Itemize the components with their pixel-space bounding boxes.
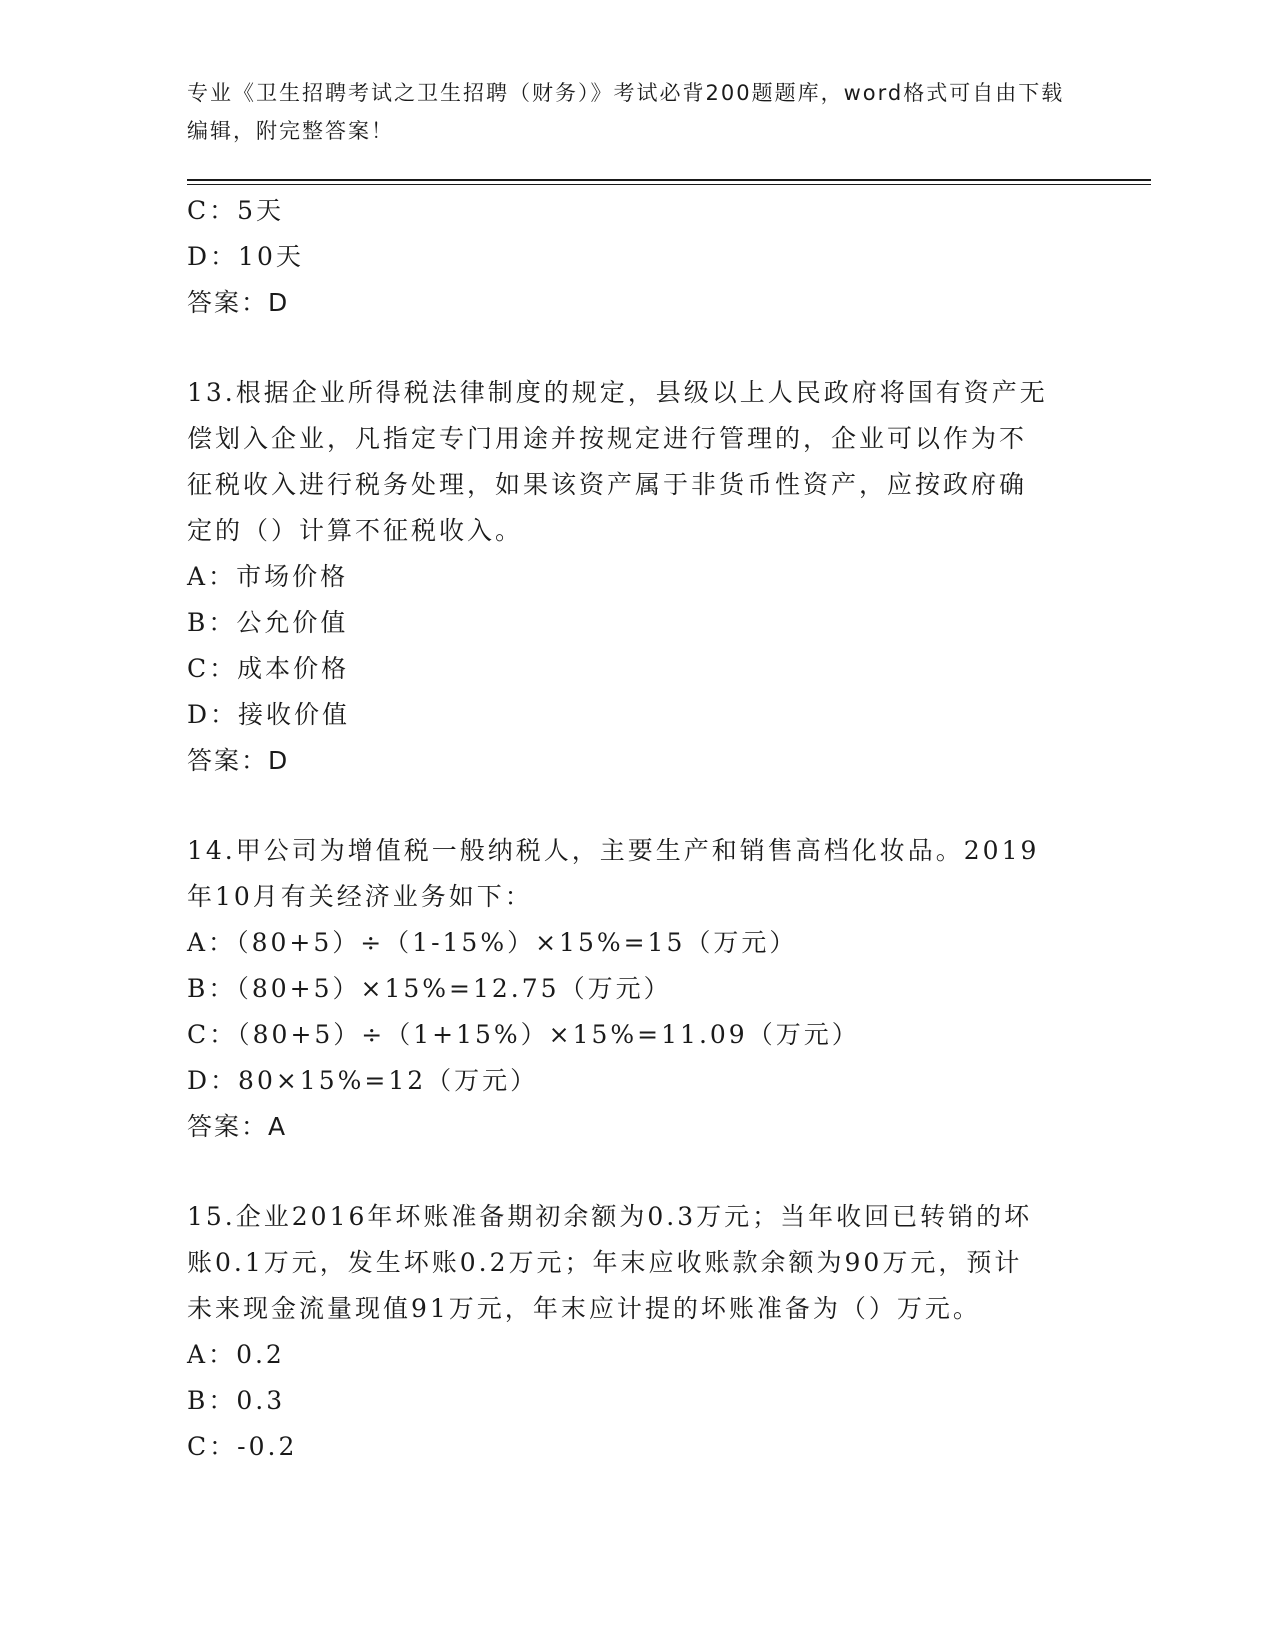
- option-c: C：5天: [187, 196, 285, 225]
- document-body: [187, 188, 1077, 1470]
- question-15: [187, 1194, 1077, 1470]
- option-c: C：成本价格: [187, 654, 350, 683]
- question-text-line: 未来现金流量现值91万元，年末应计提的坏账准备为（）万元。: [187, 1294, 981, 1323]
- question-text-line: 定的（）计算不征税收入。: [187, 516, 524, 545]
- option-b: B：0.3: [187, 1386, 286, 1415]
- header-rule-thin: [187, 184, 1151, 185]
- question-text-line: 13.根据企业所得税法律制度的规定，县级以上人民政府将国有资产无: [187, 378, 1048, 407]
- header-rule-thick: [187, 179, 1151, 181]
- option-d: D：接收价值: [187, 700, 351, 729]
- option-a: A：0.2: [187, 1340, 285, 1369]
- option-c: C：（80+5）÷（1+15%）×15%=11.09（万元）: [187, 1020, 860, 1049]
- option-d: D：80×15%=12（万元）: [187, 1066, 539, 1095]
- option-d: D：10天: [187, 242, 304, 271]
- question-text-line: 偿划入企业，凡指定专门用途并按规定进行管理的，企业可以作为不: [187, 424, 1028, 453]
- option-b: B：公允价值: [187, 608, 349, 637]
- option-c: C：-0.2: [187, 1432, 298, 1461]
- option-a: A：（80+5）÷（1-15%）×15%=15（万元）: [187, 928, 798, 957]
- question-text-line: 14.甲公司为增值税一般纳税人，主要生产和销售高档化妆品。2019: [187, 836, 1040, 865]
- question-text-line: 征税收入进行税务处理，如果该资产属于非货币性资产，应按政府确: [187, 470, 1028, 499]
- header-text: 专业《卫生招聘考试之卫生招聘（财务）》考试必背200题题库，word格式可自由下载编辑，附完整答案！: [187, 81, 1065, 143]
- question-12-continuation: [187, 188, 1077, 326]
- answer: 答案：D: [187, 288, 290, 317]
- question-text-line: 年10月有关经济业务如下：: [187, 882, 533, 911]
- question-text-line: 15.企业2016年坏账准备期初余额为0.3万元；当年收回已转销的坏: [187, 1202, 1033, 1231]
- question-text-line: 账0.1万元，发生坏账0.2万元；年末应收账款余额为90万元，预计: [187, 1248, 1023, 1277]
- question-14: [187, 828, 1077, 1150]
- option-a: A：市场价格: [187, 562, 349, 591]
- document-header: [187, 74, 1077, 150]
- option-b: B：（80+5）×15%=12.75（万元）: [187, 974, 672, 1003]
- answer: 答案：D: [187, 746, 290, 775]
- answer: 答案：A: [187, 1112, 288, 1141]
- question-13: [187, 370, 1077, 784]
